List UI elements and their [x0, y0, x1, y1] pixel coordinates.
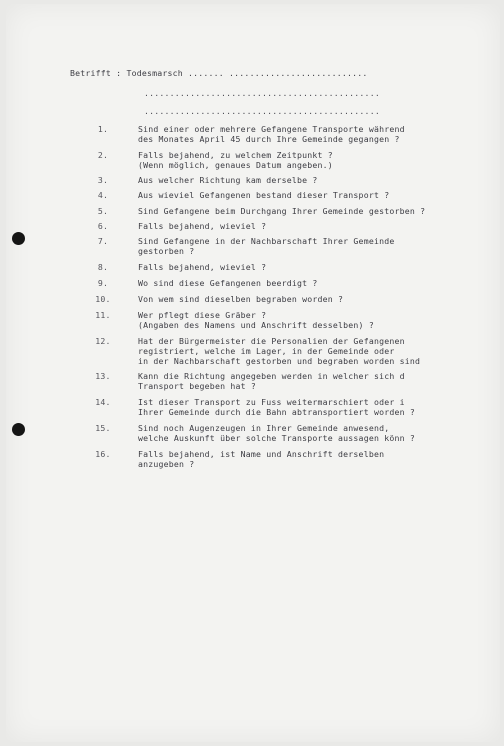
subject-dots: ...........................: [229, 68, 368, 78]
subject-value: Todesmarsch .......: [126, 68, 224, 78]
question-number: 14.: [95, 397, 111, 407]
question-number: 3.: [97, 175, 109, 185]
question-number: 15.: [95, 423, 111, 433]
question-text: Falls bejahend, wieviel ?: [138, 221, 267, 231]
question-text: Aus wieviel Gefangenen bestand dieser Transport ?: [138, 190, 390, 200]
continuation-dots: ..............................................: [144, 106, 380, 116]
question-number: 6.: [97, 221, 109, 231]
question-text: Sind einer oder mehrere Gefangene Transporte während des Monates April 45 durch Ihre Gemeinde gegangen ?: [138, 124, 405, 144]
question-text: Aus welcher Richtung kam derselbe ?: [138, 175, 318, 185]
question-text: Sind noch Augenzeugen in Ihrer Gemeinde anwesend, welche Auskunft über solche Transporte aussagen könn ?: [138, 423, 415, 443]
question-number: 9.: [97, 278, 109, 288]
question-number: 12.: [95, 336, 111, 346]
question-text: Von wem sind dieselben begraben worden ?: [138, 294, 344, 304]
question-number: 11.: [95, 310, 111, 320]
question-text: Falls bejahend, wieviel ?: [138, 262, 267, 272]
question-text: Falls bejahend, zu welchem Zeitpunkt ? (Wenn möglich, genaues Datum angeben.): [138, 150, 333, 170]
question-number: 7.: [97, 236, 109, 246]
punch-hole: [12, 423, 25, 436]
question-text: Wo sind diese Gefangenen beerdigt ?: [138, 278, 318, 288]
question-number: 5.: [97, 206, 109, 216]
question-text: Ist dieser Transport zu Fuss weitermarschiert oder i Ihrer Gemeinde durch die Bahn abtransportiert worden ?: [138, 397, 415, 417]
question-number: 13.: [95, 371, 111, 381]
question-text: Wer pflegt diese Gräber ? (Angaben des Namens und Anschrift desselben) ?: [138, 310, 374, 330]
question-number: 2.: [97, 150, 109, 160]
question-text: Sind Gefangene beim Durchgang Ihrer Gemeinde gestorben ?: [138, 206, 426, 216]
continuation-dots: ..............................................: [144, 88, 380, 98]
question-text: Kann die Richtung angegeben werden in welcher sich d Transport begeben hat ?: [138, 371, 405, 391]
question-number: 1.: [97, 124, 109, 134]
question-number: 4.: [97, 190, 109, 200]
question-number: 10.: [95, 294, 111, 304]
punch-hole: [12, 232, 25, 245]
question-text: Sind Gefangene in der Nachbarschaft Ihrer Gemeinde gestorben ?: [138, 236, 395, 256]
question-text: Hat der Bürgermeister die Personalien der Gefangenen registriert, welche im Lager, in der Gemeinde oder in der Nachbarschaft gestorben und begraben worden sind: [138, 336, 421, 366]
subject-label: Betrifft :: [70, 68, 122, 78]
question-text: Falls bejahend, ist Name und Anschrift derselben anzugeben ?: [138, 449, 385, 469]
question-number: 8.: [97, 262, 109, 272]
question-number: 16.: [95, 449, 111, 459]
subject-line: [70, 68, 490, 78]
